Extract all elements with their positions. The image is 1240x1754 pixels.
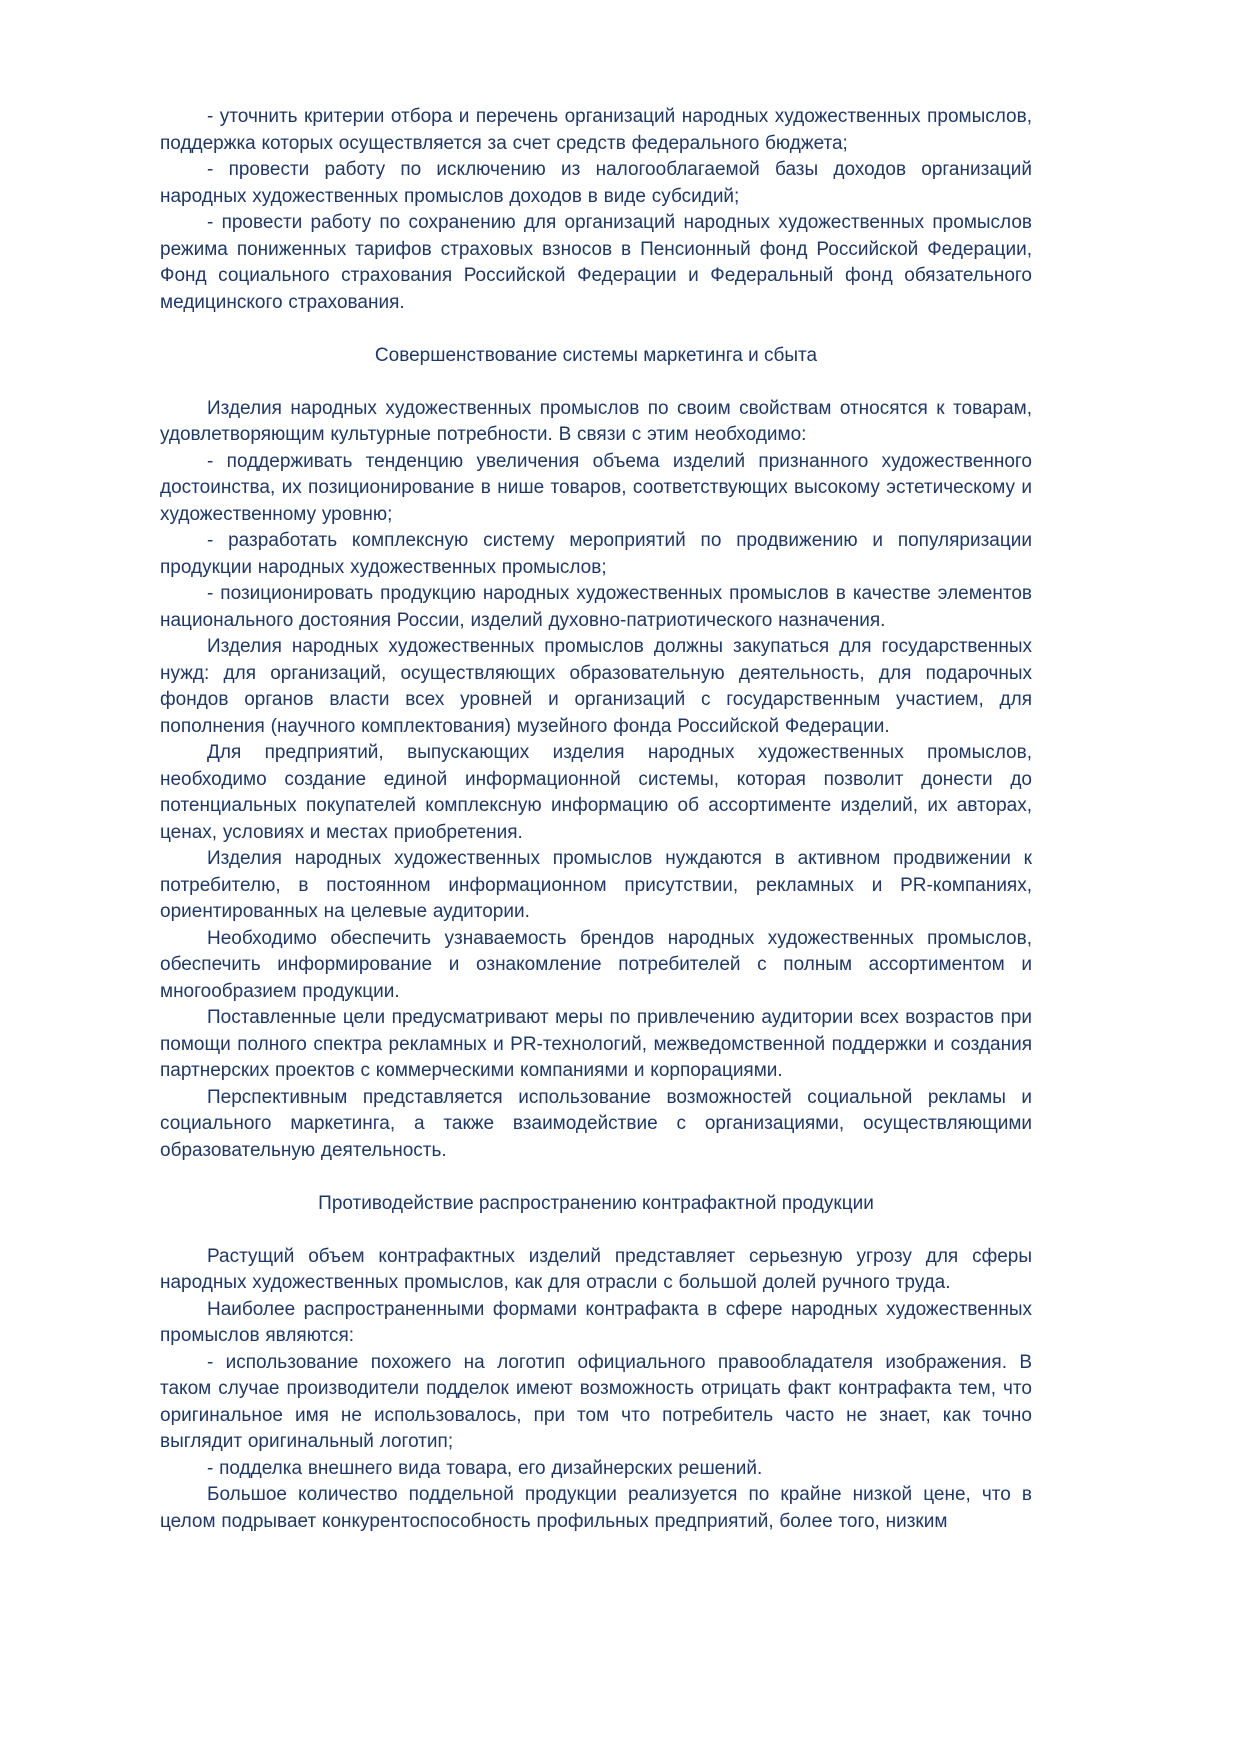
paragraph: Растущий объем контрафактных изделий представляет серьезную угрозу для сферы народных художественных промыслов, как для отрасли с большой долей ручного труда.	[160, 1245, 1032, 1293]
paragraph: Поставленные цели предусматривают меры по привлечению аудитории всех возрастов при помощи полного спектра рекламных и PR-технологий, межведомственной поддержки и создания партнерских проектов с коммерческими компаниями и корпорациями.	[160, 1007, 1032, 1081]
section-heading: Противодействие распространению контрафактной продукции	[318, 1192, 874, 1214]
paragraph: Наиболее распространенными формами контрафакта в сфере народных художественных промыслов являются:	[160, 1298, 1032, 1346]
paragraph: Для предприятий, выпускающих изделия народных художественных промыслов, необходимо создание единой информационной системы, которая позволит донести до потенциальных покупателей комплексную информацию об ассортименте изделий, их авторах, ценах, условиях и местах приобретения.	[160, 742, 1032, 843]
paragraph: Изделия народных художественных промыслов нуждаются в активном продвижении к потребителю, в постоянном информационном присутствии, рекламных и PR-компаниях, ориентированных на целевые аудитории.	[160, 848, 1032, 922]
paragraph: - поддерживать тенденцию увеличения объема изделий признанного художественного достоинства, их позиционирование в нише товаров, соответствующих высокому эстетическому и художественному уровню;	[160, 450, 1032, 525]
paragraph: Перспективным представляется использование возможностей социальной рекламы и социального маркетинга, а также взаимодействие с организациями, осуществляющими образовательную деятельность.	[160, 1086, 1032, 1161]
paragraph: - провести работу по исключению из налогооблагаемой базы доходов организаций народных художественных промыслов доходов в виде субсидий;	[160, 159, 1032, 207]
paragraph: Необходимо обеспечить узнаваемость брендов народных художественных промыслов, обеспечить информирование и ознакомление потребителей с полным ассортиментом и многообразием продукции.	[160, 927, 1032, 1002]
paragraph: - использование похожего на логотип официального правообладателя изображения. В таком случае производители подделок имеют возможность отрицать факт контрафакта тем, что оригинальное имя не использовалось, при том что потребитель часто не знает, как точно выглядит оригинальный логотип;	[160, 1351, 1032, 1452]
paragraph: - уточнить критерии отбора и перечень организаций народных художественных промыслов, поддержка которых осуществляется за счет средств федерального бюджета;	[160, 106, 1032, 154]
paragraph: - подделка внешнего вида товара, его дизайнерских решений.	[207, 1457, 763, 1479]
paragraph: Изделия народных художественных промыслов должны закупаться для государственных нужд: для организаций, осуществляющих образовательную деятельность, для подарочных фондов органов власти всех уровней и организаций с государственным участием, для пополнения (научного комплектования) музейного фонда Российской Федерации.	[160, 636, 1032, 737]
paragraph: Большое количество поддельной продукции реализуется по крайне низкой цене, что в целом подрывает конкурентоспособность профильных предприятий, более того, низким	[160, 1484, 1032, 1532]
section-heading: Совершенствование системы маркетинга и сбыта	[374, 344, 818, 366]
paragraph: - позиционировать продукцию народных художественных промыслов в качестве элементов национального достояния России, изделий духовно-патриотического назначения.	[160, 583, 1032, 631]
paragraph: - разработать комплексную систему мероприятий по продвижению и популяризации продукции народных художественных промыслов;	[160, 530, 1032, 578]
document-body	[160, 104, 1032, 1535]
paragraph: Изделия народных художественных промыслов по своим свойствам относятся к товарам, удовлетворяющим культурные потребности. В связи с этим необходимо:	[160, 397, 1032, 445]
paragraph: - провести работу по сохранению для организаций народных художественных промыслов режима пониженных тарифов страховых взносов в Пенсионный фонд Российской Федерации, Фонд социального страхования Российской Федерации и Федеральный фонд обязательного медицинского страхования.	[160, 212, 1032, 313]
